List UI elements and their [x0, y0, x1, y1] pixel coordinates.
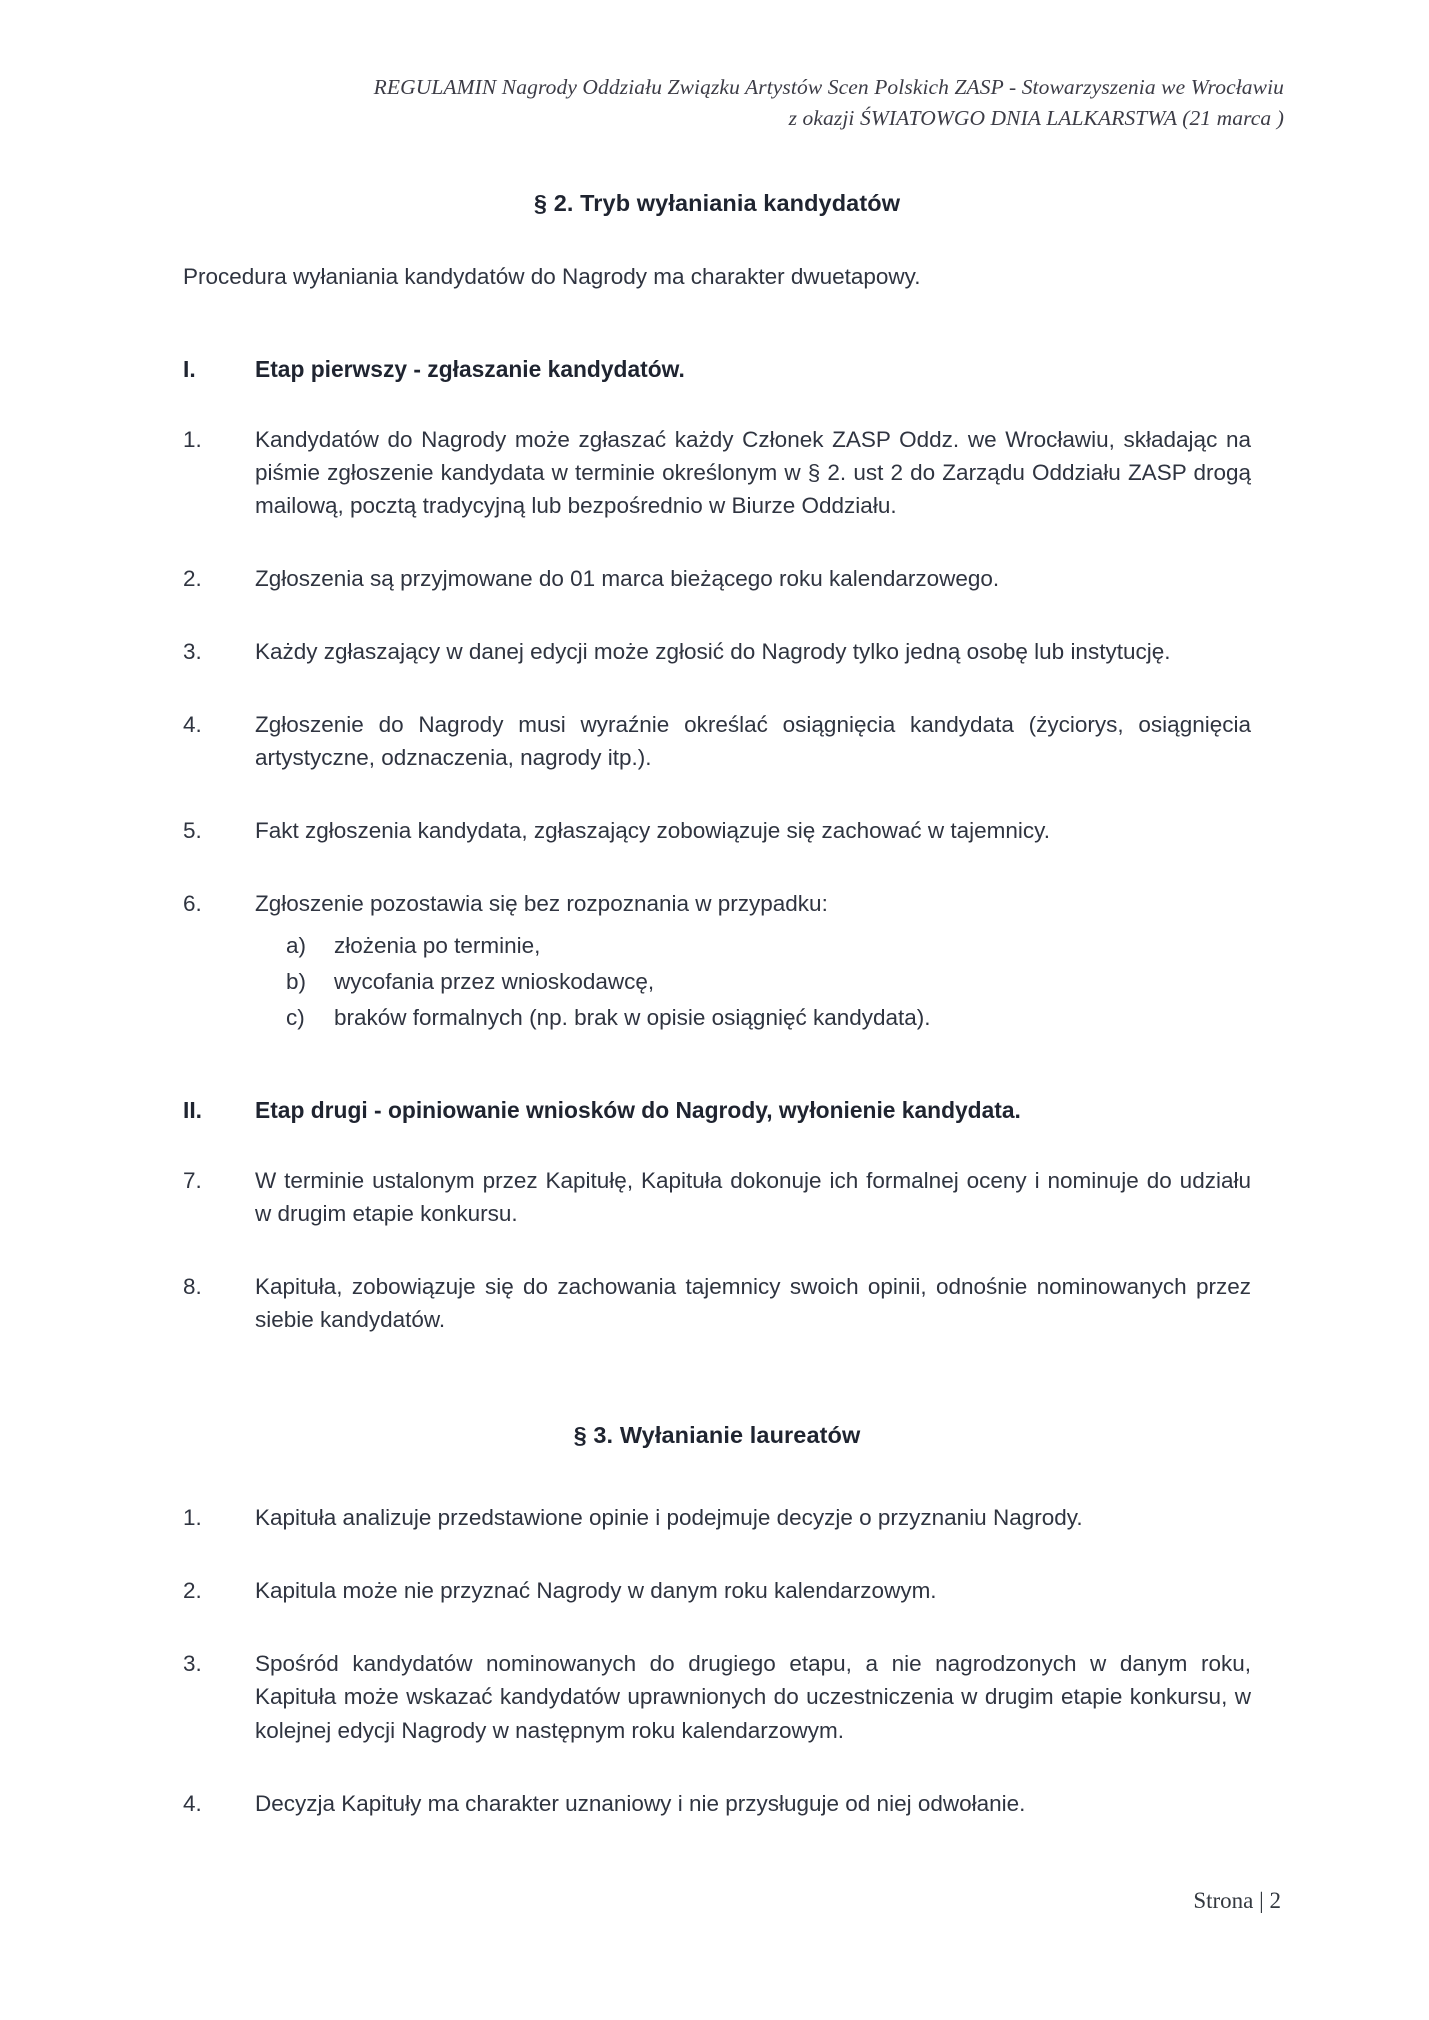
document-body: [183, 190, 1251, 1820]
sublist-item-text: wycofania przez wnioskodawcę,: [334, 968, 655, 994]
stage-2-label: Etap drugi - opiniowanie wniosków do Nagrody, wyłonienie kandydata.: [255, 1097, 1021, 1124]
list-item-number: 7.: [183, 1168, 202, 1194]
stage-2-numeral: II.: [183, 1097, 203, 1124]
list-item: [183, 814, 1251, 847]
list-item: [183, 1164, 1251, 1230]
list-item-number: 4.: [183, 1790, 202, 1816]
list-item-number: 1.: [183, 1505, 202, 1531]
list-item-number: 1.: [183, 426, 202, 452]
list-item: [183, 1574, 1251, 1607]
list-item-text: Decyzja Kapituły ma charakter uznaniowy i nie przysługuje od niej odwołanie.: [255, 1790, 1026, 1816]
list-item-number: 3.: [183, 639, 202, 665]
list-item: [183, 562, 1251, 595]
sublist-item-letter: c): [286, 1004, 305, 1030]
sublist-item: [183, 1000, 1251, 1036]
list-item-number: 6.: [183, 891, 202, 917]
list-item-text: Spośród kandydatów nominowanych do drugiego etapu, a nie nagrodzonych w danym roku, Kapituła może wskazać kandydatów uprawnionych do uczestniczenia w drugim etapie konkursu, w kolejnej edycji Nagrody w następnym roku kalendarzowym.: [255, 1651, 1251, 1743]
list-item-text: Kandydatów do Nagrody może zgłaszać każdy Członek ZASP Oddz. we Wrocławiu, składając na piśmie zgłoszenie kandydata w terminie określonym w § 2. ust 2 do Zarządu Oddziału ZASP drogą mailową, pocztą tradycyjną lub bezpośrednio w Biurze Oddziału.: [255, 426, 1251, 518]
sublist-item-letter: a): [286, 933, 307, 959]
list-item: [183, 1787, 1251, 1820]
lettered-sublist: [183, 928, 1251, 1035]
sublist-item: [183, 928, 1251, 964]
stage-2-heading: [183, 1097, 1251, 1124]
list-item: [183, 708, 1251, 774]
list-item-number: 4.: [183, 712, 202, 738]
list-item-text: W terminie ustalonym przez Kapitułę, Kapituła dokonuje ich formalnej oceny i nominuje do udziału w drugim etapie konkursu.: [255, 1168, 1251, 1227]
list-item: [183, 1270, 1251, 1336]
sublist-item-text: braków formalnych (np. brak w opisie osiągnięć kandydata).: [334, 1004, 931, 1030]
stage-1-numeral: I.: [183, 355, 196, 382]
section-2-intro: Procedura wyłaniania kandydatów do Nagrody ma charakter dwuetapowy.: [183, 264, 921, 289]
page-number-label: Strona | 2: [1193, 1888, 1281, 1913]
list-item-text: Kapituła analizuje przedstawione opinie i podejmuje decyzje o przyznaniu Nagrody.: [255, 1505, 1083, 1531]
stage-1-heading: [183, 356, 1251, 383]
list-item-number: 3.: [183, 1651, 202, 1677]
header-line-1: REGULAMIN Nagrody Oddziału Związku Artystów Scen Polskich ZASP - Stowarzyszenia we Wrocławiu: [373, 75, 1284, 99]
list-item: [183, 1647, 1251, 1746]
list-item: [183, 887, 1251, 920]
section-3-title: § 3. Wyłanianie laureatów: [573, 1422, 861, 1449]
list-item-text: Fakt zgłoszenia kandydata, zgłaszający zobowiązuje się zachować w tajemnicy.: [255, 818, 1050, 844]
list-item-number: 2.: [183, 566, 202, 592]
sublist-item-letter: b): [286, 968, 307, 994]
list-item-number: 8.: [183, 1274, 202, 1300]
sublist-item-text: złożenia po terminie,: [334, 933, 541, 959]
list-item: [183, 1501, 1251, 1534]
list-item-text: Kapituła, zobowiązuje się do zachowania tajemnicy swoich opinii, odnośnie nominowanych przez siebie kandydatów.: [255, 1274, 1251, 1333]
section-2-title: § 2. Tryb wyłaniania kandydatów: [533, 190, 901, 216]
page-footer: [0, 1888, 1429, 1914]
list-item-text: Kapitula może nie przyznać Nagrody w danym roku kalendarzowym.: [255, 1578, 937, 1604]
document-header: [0, 72, 1429, 133]
list-item-text: Zgłoszenie pozostawia się bez rozpoznania w przypadku:: [255, 891, 828, 917]
sublist-item: [183, 964, 1251, 1000]
list-item-text: Zgłoszenie do Nagrody musi wyraźnie określać osiągnięcia kandydata (życiorys, osiągnięcia artystyczne, odznaczenia, nagrody itp.).: [255, 712, 1251, 771]
list-item: [183, 423, 1251, 522]
list-item-number: 2.: [183, 1578, 202, 1604]
stage-1-label: Etap pierwszy - zgłaszanie kandydatów.: [255, 355, 685, 382]
list-item-text: Zgłoszenia są przyjmowane do 01 marca bieżącego roku kalendarzowego.: [255, 566, 1000, 592]
header-line-2: z okazji ŚWIATOWGO DNIA LALKARSTWA (21 marca ): [788, 105, 1284, 130]
list-item-text: Każdy zgłaszający w danej edycji może zgłosić do Nagrody tylko jedną osobę lub instytucję.: [255, 639, 1171, 665]
list-item-number: 5.: [183, 818, 202, 844]
list-item: [183, 635, 1251, 668]
